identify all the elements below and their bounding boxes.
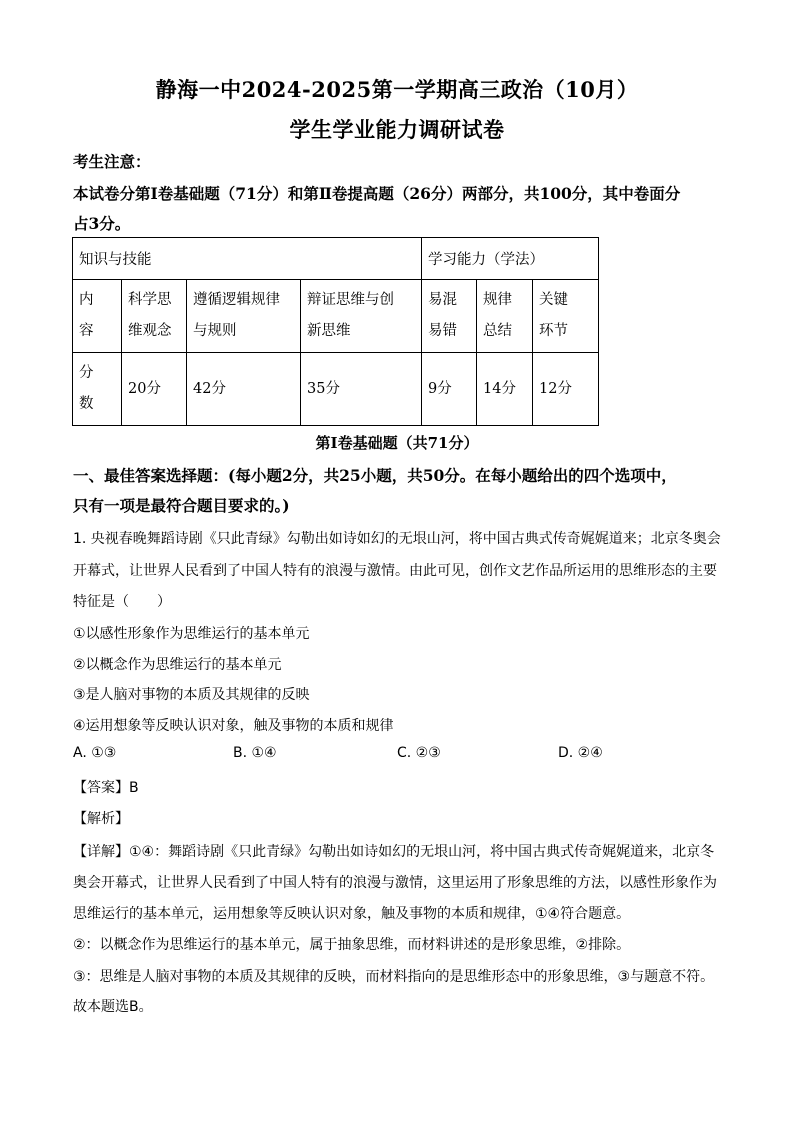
detail-line4: ②：以概念作为思维运行的基本单元，属于抽象思维，而材料讲述的是形象思维，②排除。	[73, 937, 631, 953]
section-title: 第Ⅰ卷基础题（共71分）	[315, 434, 479, 452]
part-instruction-line2: 只有一项是最符合题目要求的。)	[73, 496, 290, 515]
table-row-label-score: 分 数	[73, 353, 122, 426]
table-col-header: 辩证思维与创 新思维	[301, 280, 422, 353]
statement-4: ④运用想象等反映认识对象，触及事物的本质和规律	[73, 718, 394, 734]
detail-line1: 【详解】①④：舞蹈诗剧《只此青绿》勾勒出如诗如幻的无垠山河，将中国古典式传奇娓娓道来，北京冬	[73, 844, 715, 860]
table-score-cell: 42分	[187, 353, 301, 426]
option-c: C. ②③	[397, 745, 441, 761]
option-b: B. ①④	[233, 745, 277, 761]
score-distribution-table	[72, 237, 599, 426]
table-col-header: 遵循逻辑规律 与规则	[187, 280, 301, 353]
notice-line1: 本试卷分第Ⅰ卷基础题（71分）和第Ⅱ卷提高题（26分）两部分，共100分，其中卷面分	[73, 184, 681, 203]
table-score-cell: 14分	[477, 353, 533, 426]
notice-label: 考生注意：	[73, 152, 151, 171]
statement-1: ①以感性形象作为思维运行的基本单元	[73, 626, 310, 642]
table-score-cell: 20分	[122, 353, 187, 426]
table-score-cell: 9分	[422, 353, 477, 426]
table-col-header: 科学思 维观念	[122, 280, 187, 353]
table-row-label-content: 内 容	[73, 280, 122, 353]
detail-line6: 故本题选B。	[73, 999, 153, 1015]
statement-2: ②以概念作为思维运行的基本单元	[73, 657, 282, 673]
exam-title-line1: 静海一中2024-2025第一学期高三政治（10月）	[155, 77, 639, 102]
table-col-header: 易混 易错	[422, 280, 477, 353]
option-a: A. ①③	[73, 745, 117, 761]
table-group-learning: 学习能力（学法）	[422, 238, 599, 280]
question-stem-line2: 开幕式，让世界人民看到了中国人特有的浪漫与激情。由此可见，创作文艺作品所运用的思维形态的主要	[73, 563, 717, 579]
detail-line2: 奥会开幕式，让世界人民看到了中国人特有的浪漫与激情，这里运用了形象思维的方法，以感性形象作为	[73, 875, 717, 891]
option-d: D. ②④	[558, 745, 603, 761]
exam-title-line2: 学生学业能力调研试卷	[289, 117, 505, 142]
table-col-header: 关键 环节	[533, 280, 599, 353]
answer-label: 【答案】B	[73, 780, 139, 796]
question-stem-line3: 特征是（ ）	[73, 594, 171, 610]
part-instruction-line1: 一、最佳答案选择题：(每小题2分，共25小题，共50分。在每小题给出的四个选项中，	[73, 466, 677, 485]
detail-line3: 思维运行的基本单元，运用想象等反映认识对象，触及事物的本质和规律，①④符合题意。	[73, 906, 631, 922]
detail-line5: ③：思维是人脑对事物的本质及其规律的反映，而材料指向的是思维形态中的形象思维，③与题意不符。	[73, 969, 715, 985]
table-group-knowledge: 知识与技能	[73, 238, 422, 280]
table-col-header: 规律 总结	[477, 280, 533, 353]
statement-3: ③是人脑对事物的本质及其规律的反映	[73, 687, 310, 703]
table-score-cell: 12分	[533, 353, 599, 426]
notice-line2: 占3分。	[73, 214, 131, 233]
question-stem-line1: 1. 央视春晚舞蹈诗剧《只此青绿》勾勒出如诗如幻的无垠山河，将中国古典式传奇娓娓道来；北京冬奥会	[73, 531, 721, 547]
analysis-label: 【解析】	[73, 811, 129, 827]
table-score-cell: 35分	[301, 353, 422, 426]
